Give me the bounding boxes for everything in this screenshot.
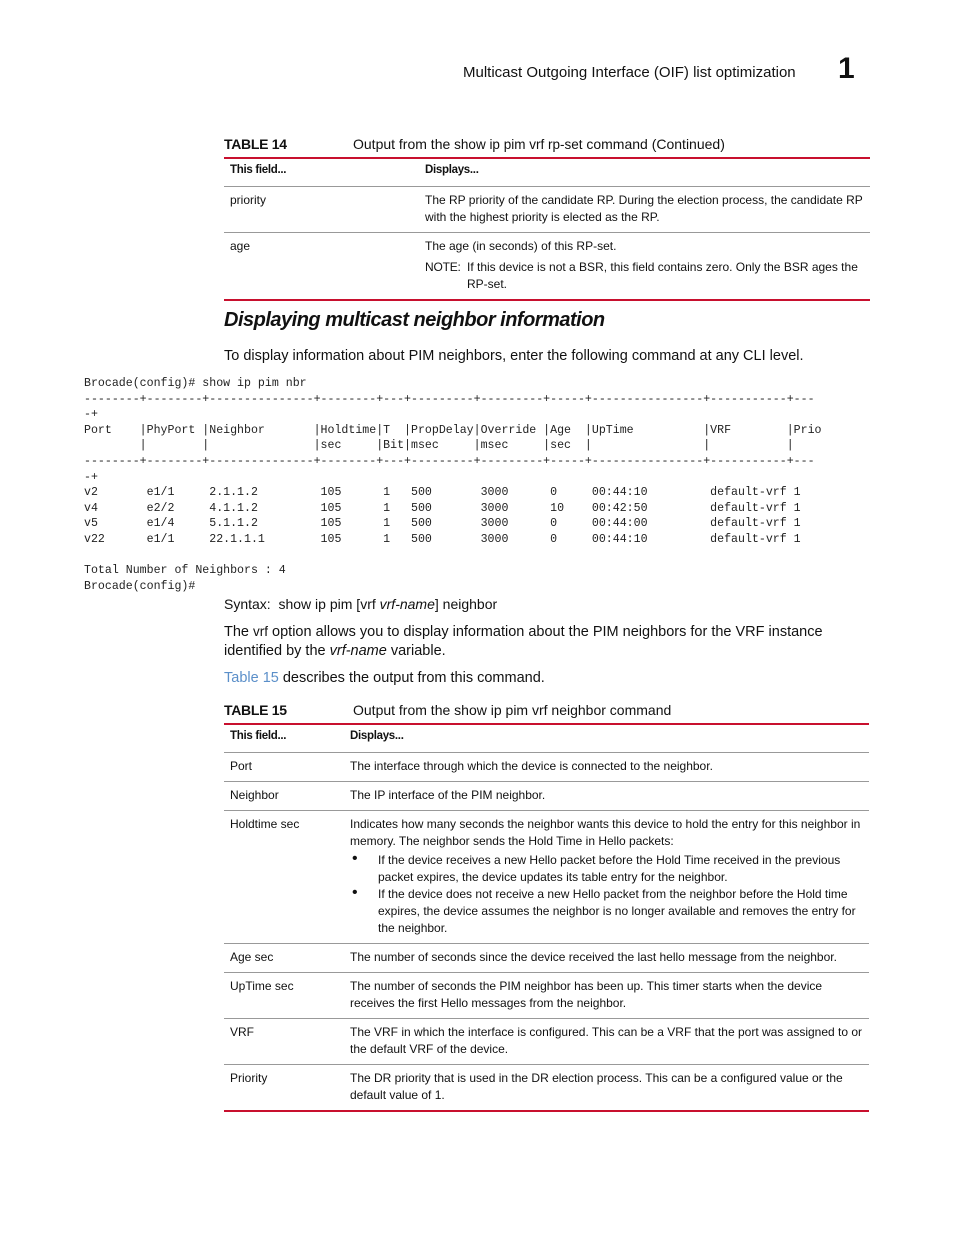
table15-desc: The DR priority that is used in the DR election process. This can be a configured value or the default value of 1.: [344, 1065, 869, 1112]
note: [425, 259, 864, 293]
table14-label: TABLE 14: [224, 136, 287, 152]
syntax-command: show ip pim: [278, 596, 353, 612]
table-row: [224, 233, 870, 301]
table14-caption-post: command (Continued): [582, 136, 725, 152]
table-row: [224, 811, 869, 944]
table14-caption-pre: Output from the: [353, 136, 455, 152]
note-text: If this device is not a BSR, this field contains zero. Only the BSR ages the RP-set.: [467, 260, 858, 291]
vrf-para-variable: vrf-name: [329, 643, 387, 659]
syntax-variable: vrf-name: [379, 596, 435, 612]
table15-field: Priority: [224, 1065, 344, 1112]
table15-caption-post: command: [605, 702, 672, 718]
table15-desc: The number of seconds since the device received the last hello message from the neighbor.: [344, 944, 869, 973]
vrf-paragraph: [224, 622, 854, 661]
table15-caption-command: show ip pim vrf neighbor: [454, 702, 606, 718]
reference-text: describes the output from this command.: [278, 670, 545, 686]
table15-desc: Indicates how many seconds the neighbor wants this device to hold the entry for this neighbor in memory. The neighbor sends the Hold Time in Hello packets:: [350, 817, 861, 848]
table15-desc: The interface through which the device is connected to the neighbor.: [344, 753, 869, 782]
section-heading: Displaying multicast neighbor information: [224, 309, 605, 331]
table14-field: age: [224, 233, 419, 301]
table-row: [224, 973, 869, 1019]
syntax-label: Syntax:: [224, 596, 271, 612]
syntax-bracket-open: [: [356, 596, 361, 612]
table-row: [224, 782, 869, 811]
syntax-bracket-close: ]: [434, 596, 439, 612]
table15-link[interactable]: Table 15: [224, 670, 279, 686]
list-item: • If the device receives a new Hello packet before the Hold Time received in the previous packet expires, the device updates its table entry for the neighbor.: [350, 852, 863, 886]
table15-col-field: This field...: [224, 724, 344, 753]
table15-desc-cell: [344, 811, 869, 944]
table-row: [224, 187, 870, 233]
vrf-para-pre: The: [224, 624, 254, 640]
table15-header-row: [224, 724, 869, 753]
table15-desc: The IP interface of the PIM neighbor.: [344, 782, 869, 811]
note-label: NOTE:: [425, 260, 461, 274]
reference-paragraph: [224, 669, 545, 688]
table14: [224, 157, 870, 301]
table15-field: Age sec: [224, 944, 344, 973]
table15-field: Holdtime sec: [224, 811, 344, 944]
table15-field: UpTime sec: [224, 973, 344, 1019]
table14-header-row: [224, 158, 870, 187]
table-row: [224, 753, 869, 782]
table14-col-field: This field...: [224, 158, 419, 187]
table15-label: TABLE 15: [224, 702, 287, 718]
table-row: [224, 1065, 869, 1112]
table14-caption: [224, 136, 725, 152]
syntax-line: [224, 596, 497, 612]
running-header-title: Multicast Outgoing Interface (OIF) list optimization: [463, 64, 796, 81]
table14-field: priority: [224, 187, 419, 233]
table15-field: Neighbor: [224, 782, 344, 811]
table15-desc: The number of seconds the PIM neighbor has been up. This timer starts when the device receives the first Hello messages from the neighbor.: [344, 973, 869, 1019]
table15-field: VRF: [224, 1019, 344, 1065]
table15-caption: [224, 702, 671, 718]
syntax-command-tail: neighbor: [442, 596, 498, 612]
chapter-number: 1: [838, 52, 855, 85]
table-row: [224, 1019, 869, 1065]
vrf-para-post: variable.: [386, 643, 446, 659]
table15-col-displays: Displays...: [344, 724, 869, 753]
table14-desc: The RP priority of the candidate RP. During the election process, the candidate RP with the highest priority is elected as the RP.: [419, 187, 870, 233]
table15-caption-pre: Output from the: [353, 702, 455, 718]
table-row: [224, 944, 869, 973]
table14-col-displays: Displays...: [419, 158, 870, 187]
cli-output: Brocade(config)# show ip pim nbr --------+--------+---------------+--------+---+---------+---------+-----+----------------+-----------+--- -+ Port |PhyPort |Neighbor |Holdtime|T |PropDelay|Override |Age |UpTime |VRF |Prio | | |sec |Bit|msec |msec |sec | | | --------+--------+---------------+--------+---+---------+---------+-----+----------------+-----------+--- -+ v2 e1/1 2.1.1.2 105 1 500 3000 0 00:44:10 default-vrf 1 v4 e2/2 4.1.1.2 105 1 500 3000 10 00:42:50 default-vrf 1 v5 e1/4 5.1.1.2 105 1 500 3000 0 00:44:00 default-vrf 1 v22 e1/1 22.1.1.1 105 1 500 3000 0 00:44:10 default-vrf 1 Total Number of Neighbors : 4 Brocade(config)#: [84, 377, 822, 593]
table14-caption-command: show ip pim vrf rp-set: [454, 137, 583, 152]
vrf-para-mid: option allows you to display information about the PIM neighbors for the VRF instance identified by the: [224, 624, 823, 659]
table15-desc: The VRF in which the interface is configured. This can be a VRF that the port was assigned to or the default VRF of the device.: [344, 1019, 869, 1065]
vrf-para-keyword: vrf: [253, 624, 269, 639]
table14-desc: The age (in seconds) of this RP-set.: [425, 239, 617, 253]
table14-desc-cell: [419, 233, 870, 301]
syntax-vrf-keyword: vrf: [360, 596, 376, 612]
table15: [224, 723, 869, 1112]
list-item: • If the device does not receive a new Hello packet from the neighbor before the Hold time expires, the device assumes the neighbor is no longer available and removes the entry for the neighbor.: [350, 886, 863, 937]
intro-paragraph: To display information about PIM neighbors, enter the following command at any CLI level.: [224, 348, 804, 364]
table15-field: Port: [224, 753, 344, 782]
bullet-list: [350, 852, 863, 937]
